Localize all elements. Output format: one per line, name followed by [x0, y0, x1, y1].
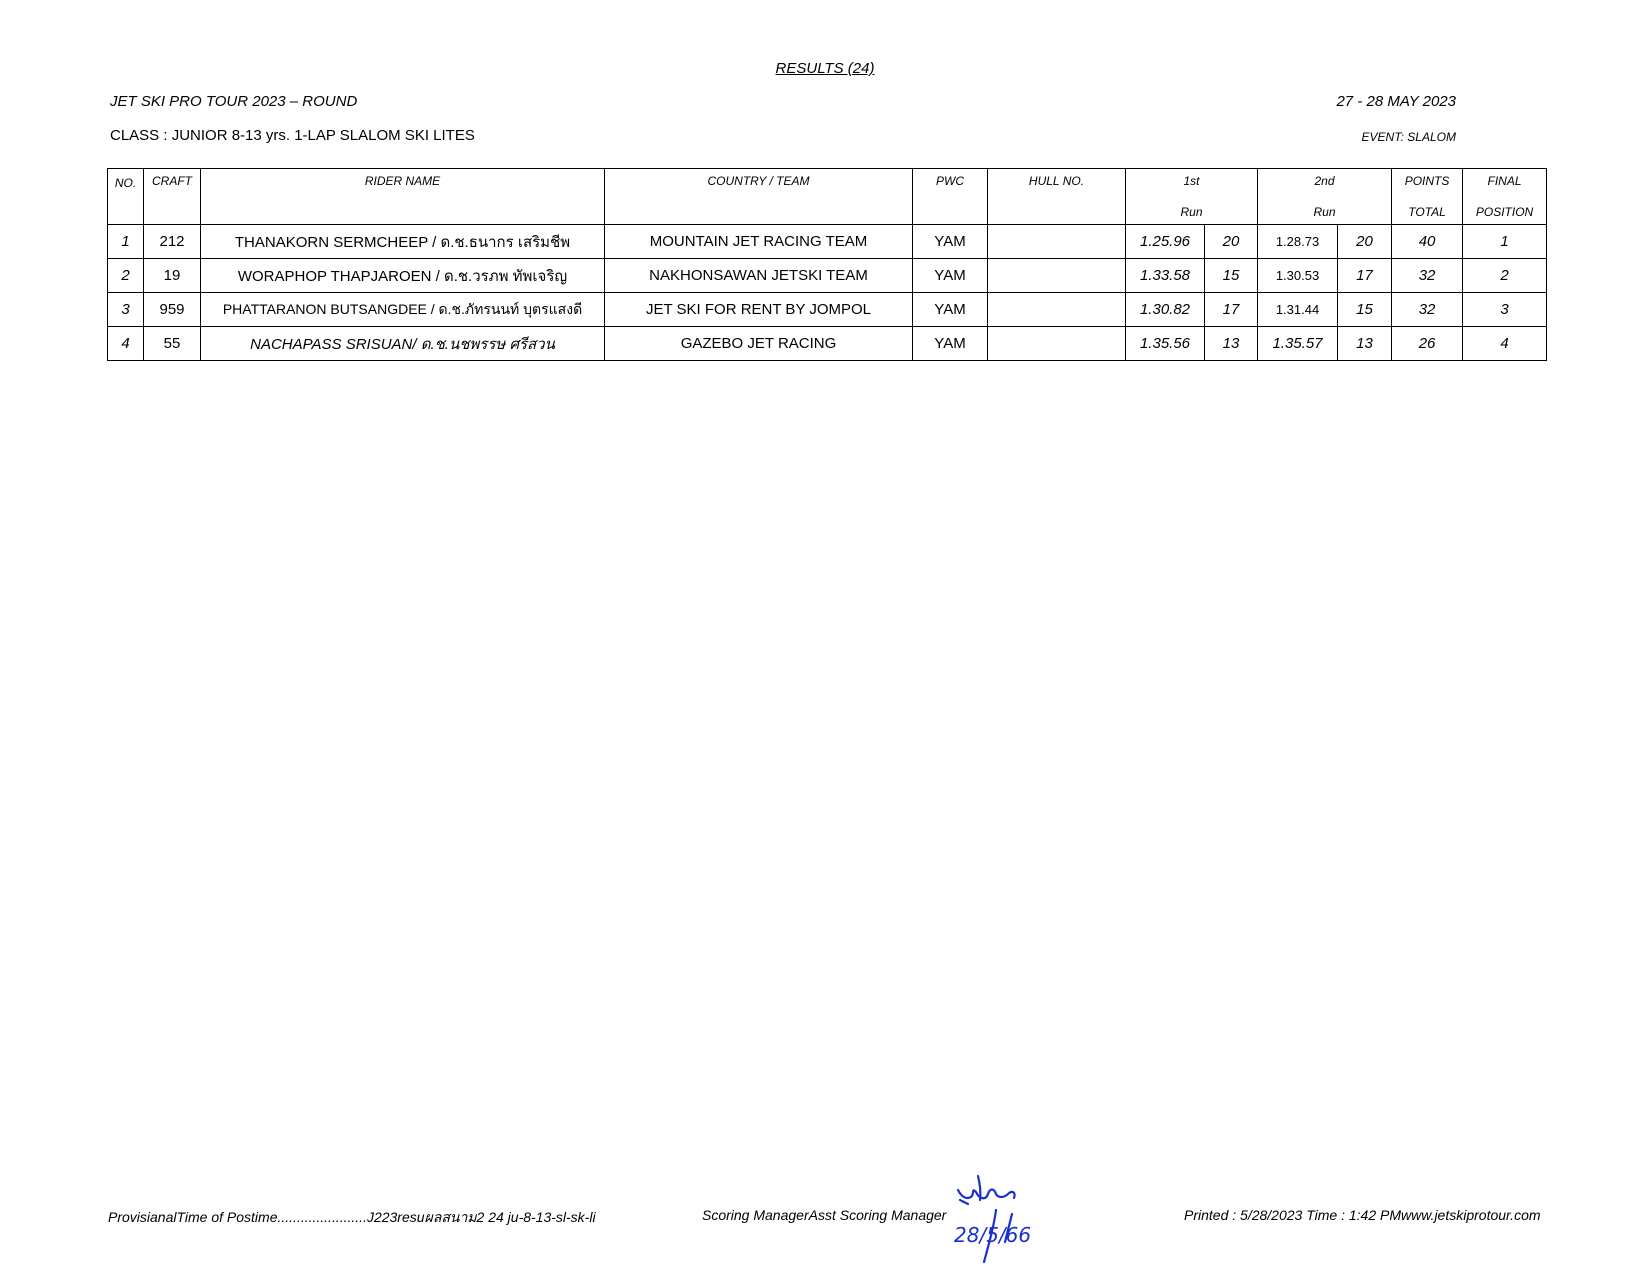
class-line: CLASS : JUNIOR 8-13 yrs. 1-LAP SLALOM SKI LITES: [110, 127, 475, 144]
header-points: [1392, 169, 1463, 225]
cell-craft: 19: [144, 259, 201, 293]
signature-date: 28/5/66: [954, 1223, 1032, 1247]
cell-run2-time: 1.35.57: [1258, 327, 1338, 361]
cell-run1-points: 15: [1205, 259, 1258, 293]
cell-craft: 212: [144, 225, 201, 259]
cell-hull: [988, 293, 1126, 327]
cell-run2-time: 1.31.44: [1258, 293, 1338, 327]
header-points-top: POINTS: [1404, 174, 1450, 188]
handwritten-signature: [950, 1170, 1060, 1270]
footer-printed: Printed : 5/28/2023 Time : 1:42 PMwww.jetskiprotour.com: [1184, 1207, 1541, 1223]
header-run1-bottom: Run: [1180, 205, 1203, 219]
header-run1: [1126, 169, 1258, 225]
cell-total: 32: [1392, 293, 1463, 327]
cell-position: 1: [1463, 225, 1547, 259]
event-dates: 27 - 28 MAY 2023: [1336, 93, 1456, 110]
cell-run2-points: 13: [1338, 327, 1392, 361]
header-pwc: [913, 169, 988, 225]
header-no-label: NO.: [114, 176, 137, 190]
cell-hull: [988, 225, 1126, 259]
cell-total: 26: [1392, 327, 1463, 361]
cell-rider: THANAKORN SERMCHEEP / ด.ช.ธนากร เสริมชีพ: [201, 225, 605, 259]
cell-no: 3: [108, 293, 144, 327]
cell-run2-points: 20: [1338, 225, 1392, 259]
cell-rider: PHATTARANON BUTSANGDEE / ด.ช.ภัทรนนท์ บุตรแสงดี: [201, 293, 605, 327]
header-run1-top: 1st: [1183, 174, 1200, 188]
cell-country: JET SKI FOR RENT BY JOMPOL: [605, 293, 913, 327]
header-final-bottom: POSITION: [1475, 205, 1534, 219]
footer-scoring-managers: Scoring ManagerAsst Scoring Manager: [702, 1207, 947, 1223]
header-rider: [201, 169, 605, 225]
cell-craft: 55: [144, 327, 201, 361]
cell-no: 1: [108, 225, 144, 259]
cell-pwc: YAM: [913, 225, 988, 259]
footer-provisional: ProvisianalTime of Postime.......................J223resuผลสนาม2 24 ju-8-13-sl-sk-li: [108, 1209, 596, 1225]
cell-hull: [988, 327, 1126, 361]
table-header-row: [108, 169, 1547, 225]
cell-run1-time: 1.35.56: [1126, 327, 1205, 361]
event-name: JET SKI PRO TOUR 2023 – ROUND: [110, 93, 358, 110]
header-run2-bottom: Run: [1313, 205, 1336, 219]
header-points-bottom: TOTAL: [1408, 205, 1446, 219]
cell-position: 2: [1463, 259, 1547, 293]
cell-run1-time: 1.33.58: [1126, 259, 1205, 293]
cell-rider: NACHAPASS SRISUAN/ ด.ช.นชพรรษ ศรีสวน: [201, 327, 605, 361]
header-run2: [1258, 169, 1392, 225]
cell-no: 2: [108, 259, 144, 293]
cell-pwc: YAM: [913, 293, 988, 327]
cell-rider: WORAPHOP THAPJAROEN / ด.ช.วรภพ ทัพเจริญ: [201, 259, 605, 293]
cell-pwc: YAM: [913, 327, 988, 361]
header-hull: [988, 169, 1126, 225]
cell-country: NAKHONSAWAN JETSKI TEAM: [605, 259, 913, 293]
cell-pwc: YAM: [913, 259, 988, 293]
header-hull-label: HULL NO.: [1028, 174, 1085, 188]
table-row: [108, 259, 1547, 293]
cell-craft: 959: [144, 293, 201, 327]
cell-total: 40: [1392, 225, 1463, 259]
header-no: [108, 169, 144, 225]
cell-run1-points: 20: [1205, 225, 1258, 259]
cell-hull: [988, 259, 1126, 293]
cell-run1-points: 13: [1205, 327, 1258, 361]
cell-run2-points: 17: [1338, 259, 1392, 293]
table-row: [108, 293, 1547, 327]
header-run2-top: 2nd: [1314, 174, 1335, 188]
header-pwc-label: PWC: [936, 174, 964, 188]
event-type: EVENT: SLALOM: [1361, 130, 1456, 144]
header-country-label: COUNTRY / TEAM: [707, 174, 810, 188]
table-row: [108, 225, 1547, 259]
cell-no: 4: [108, 327, 144, 361]
cell-total: 32: [1392, 259, 1463, 293]
cell-run2-time: 1.30.53: [1258, 259, 1338, 293]
cell-country: MOUNTAIN JET RACING TEAM: [605, 225, 913, 259]
cell-position: 3: [1463, 293, 1547, 327]
cell-run2-time: 1.28.73: [1258, 225, 1338, 259]
cell-run1-points: 17: [1205, 293, 1258, 327]
header-rider-label: RIDER NAME: [364, 174, 441, 188]
cell-run1-time: 1.30.82: [1126, 293, 1205, 327]
header-country: [605, 169, 913, 225]
header-final-top: FINAL: [1487, 174, 1522, 188]
results-table: [107, 168, 1547, 361]
page-title: RESULTS (24): [775, 60, 875, 77]
header-final: [1463, 169, 1547, 225]
table-row: [108, 327, 1547, 361]
cell-country: GAZEBO JET RACING: [605, 327, 913, 361]
cell-run2-points: 15: [1338, 293, 1392, 327]
header-craft-label: CRAFT: [152, 174, 192, 188]
header-craft: [144, 169, 201, 225]
cell-position: 4: [1463, 327, 1547, 361]
cell-run1-time: 1.25.96: [1126, 225, 1205, 259]
